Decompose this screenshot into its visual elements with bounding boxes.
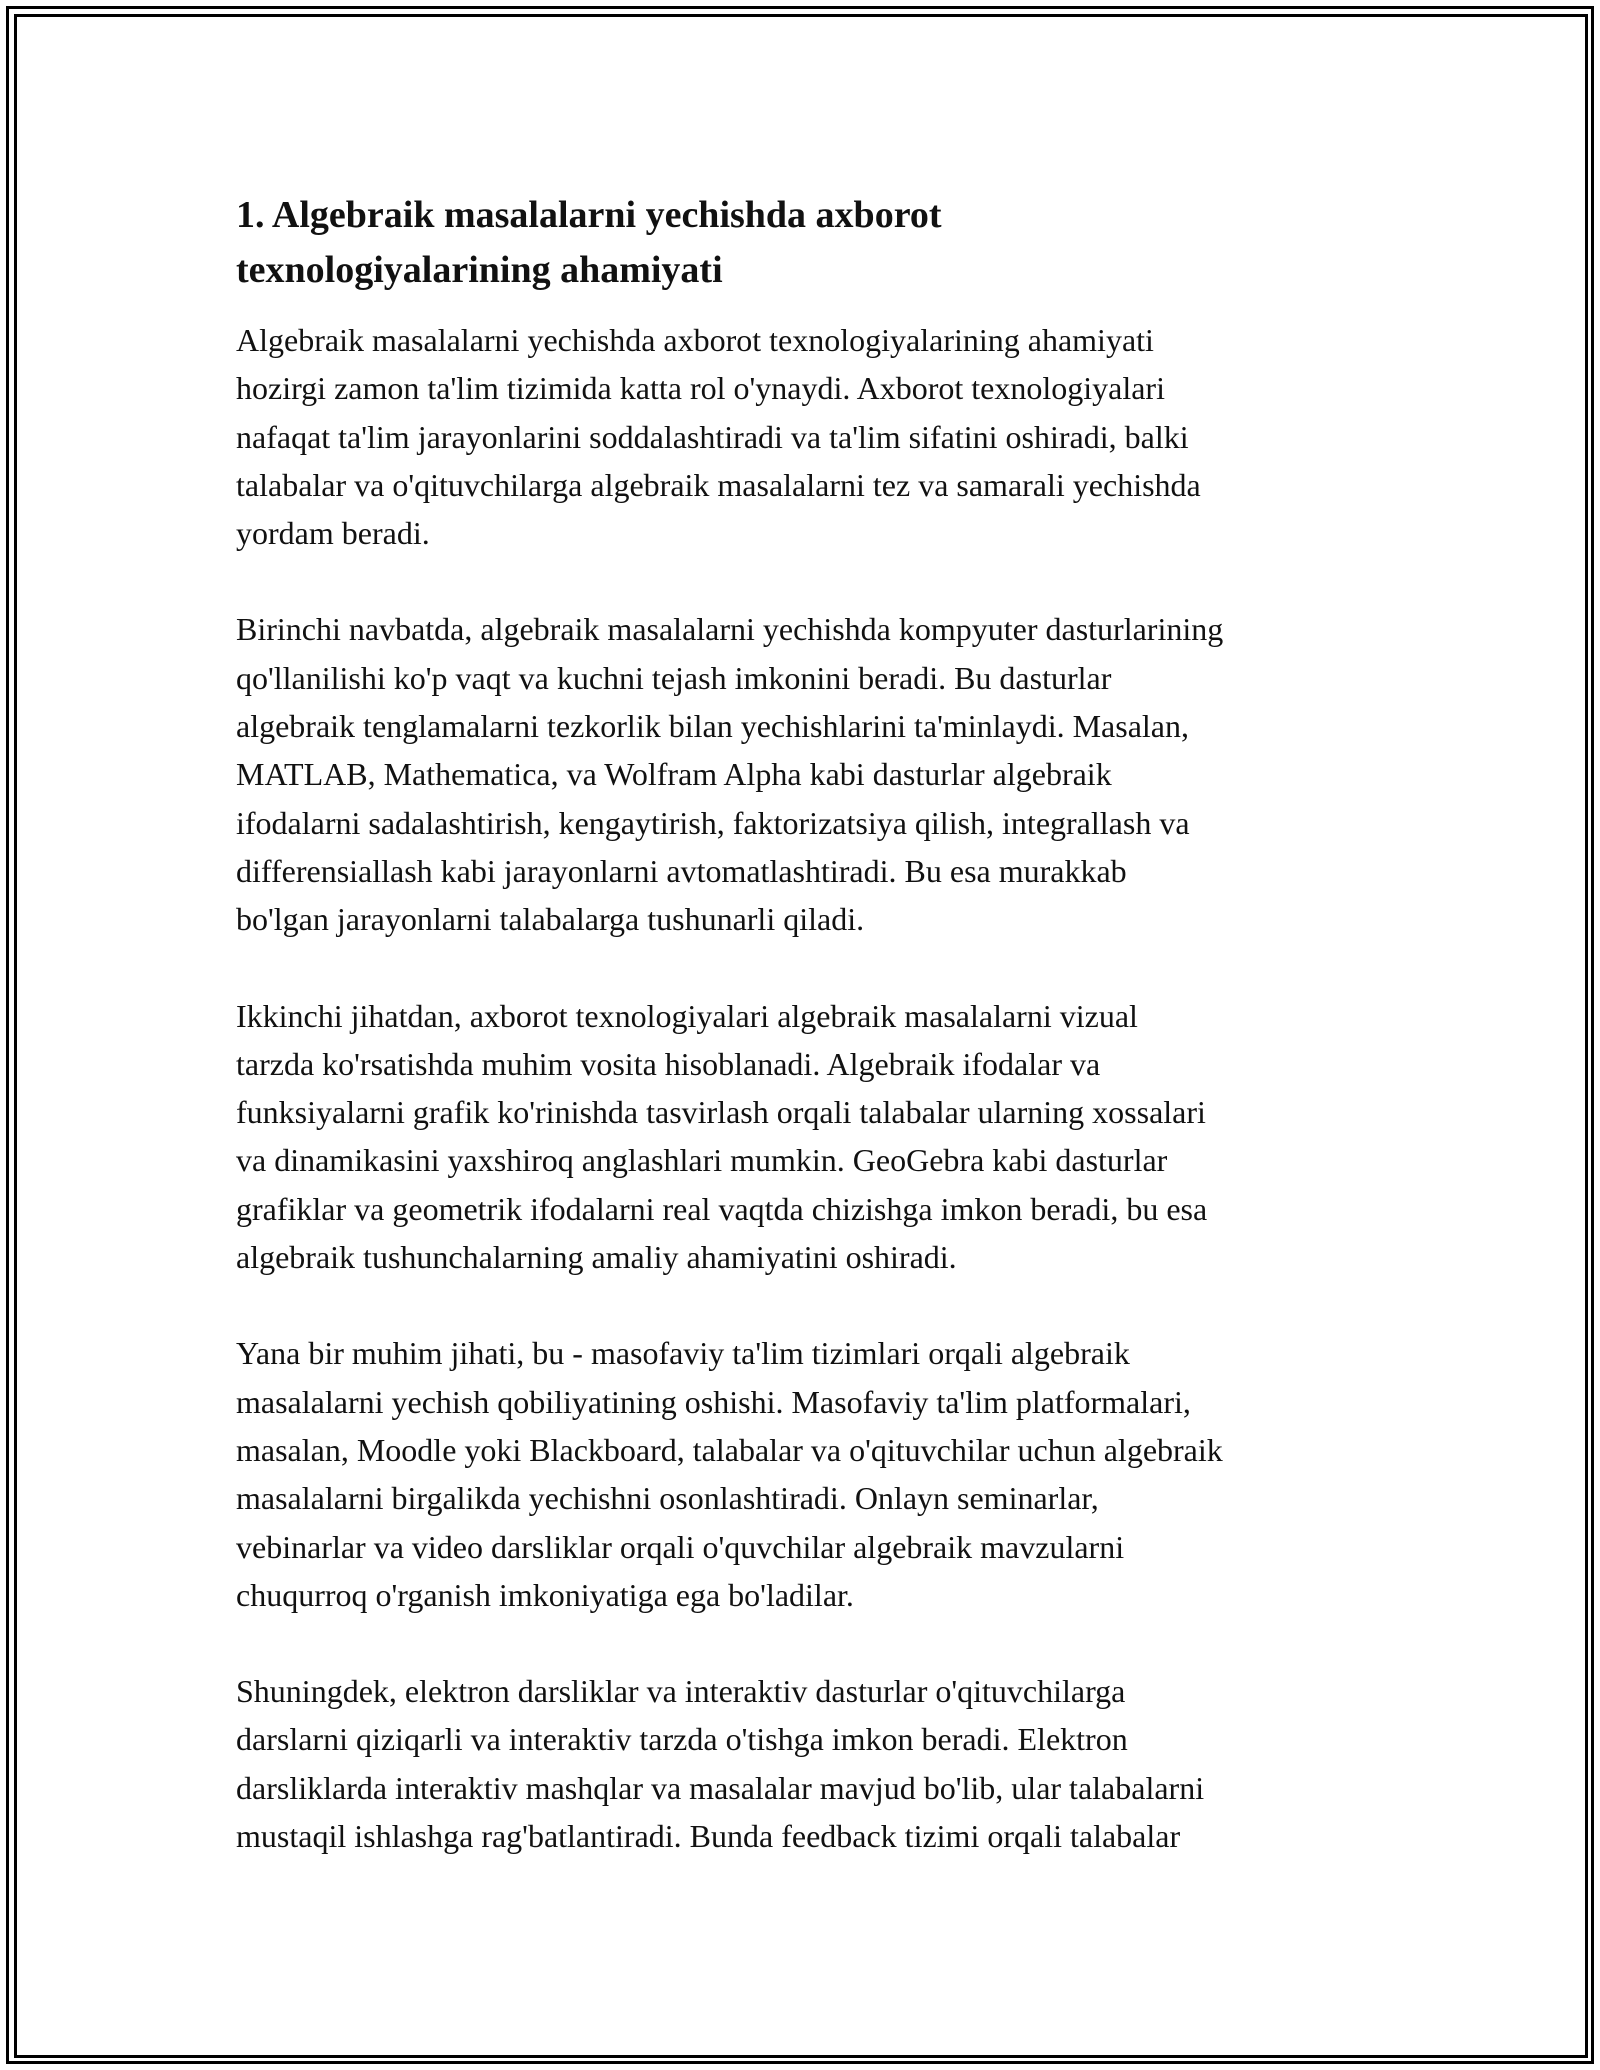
paragraph-2: [236, 605, 1376, 943]
text-line: masalalarni birgalikda yechishni osonlashtiradi. Onlayn seminarlar,: [236, 1480, 1099, 1517]
text-line: nafaqat ta'lim jarayonlarini soddalashtiradi va ta'lim sifatini oshiradi, balki: [236, 418, 1189, 455]
text-line: MATLAB, Mathematica, va Wolfram Alpha kabi dasturlar algebraik: [236, 756, 1112, 793]
text-line: mustaqil ishlashga rag'batlantiradi. Bunda feedback tizimi orqali talabalar: [236, 1818, 1181, 1855]
text-line: bo'lgan jarayonlarni talabalarga tushunarli qiladi.: [236, 901, 865, 938]
text-line: grafiklar va geometrik ifodalarni real vaqtda chizishga imkon beradi, bu esa: [236, 1190, 1208, 1227]
text-line: ifodalarni sadalashtirish, kengaytirish, faktorizatsiya qilish, integrallash va: [236, 804, 1190, 841]
paragraph-3: [236, 992, 1376, 1282]
text-line: algebraik tenglamalarni tezkorlik bilan yechishlarini ta'minlaydi. Masalan,: [236, 708, 1189, 745]
text-line: darsliklarda interaktiv mashqlar va masalalar mavjud bo'lib, ular talabalarni: [236, 1769, 1205, 1806]
text-line: qo'llanilishi ko'p vaqt va kuchni tejash imkonini beradi. Bu dasturlar: [236, 659, 1112, 696]
text-line: funksiyalarni grafik ko'rinishda tasvirlash orqali talabalar ularning xossalari: [236, 1094, 1206, 1131]
text-line: Shuningdek, elektron darsliklar va interaktiv dasturlar o'qituvchilarga: [236, 1673, 1126, 1710]
text-line: Birinchi navbatda, algebraik masalalarni yechishda kompyuter dasturlarining: [236, 611, 1224, 648]
text-line: Algebraik masalalarni yechishda axborot texnologiyalarining ahamiyati: [236, 322, 1154, 358]
paragraph-5: [236, 1667, 1376, 1860]
heading-line: 1. Algebraik masalalarni yechishda axborot: [236, 194, 942, 236]
section-heading: [236, 188, 1376, 298]
text-line: talabalar va o'qituvchilarga algebraik masalalarni tez va samarali yechishda: [236, 466, 1201, 503]
text-line: Ikkinchi jihatdan, axborot texnologiyalari algebraik masalalarni vizual: [236, 997, 1138, 1034]
text-line: Yana bir muhim jihati, bu - masofaviy ta'lim tizimlari orqali algebraik: [236, 1335, 1130, 1372]
text-line: va dinamikasini yaxshiroq anglashlari mumkin. GeoGebra kabi dasturlar: [236, 1142, 1168, 1179]
text-line: hozirgi zamon ta'lim tizimida katta rol o'ynaydi. Axborot texnologiyalari: [236, 370, 1165, 407]
paragraph-1: [236, 316, 1376, 557]
text-line: masalan, Moodle yoki Blackboard, talabalar va o'qituvchilar uchun algebraik: [236, 1431, 1223, 1468]
text-line: masalalarni yechish qobiliyatining oshishi. Masofaviy ta'lim platformalari,: [236, 1383, 1191, 1420]
text-line: yordam beradi.: [236, 515, 430, 552]
text-line: chuqurroq o'rganish imkoniyatiga ega bo'ladilar.: [236, 1576, 854, 1613]
text-line: differensiallash kabi jarayonlarni avtomatlashtiradi. Bu esa murakkab: [236, 852, 1127, 889]
heading-line: texnologiyalarining ahamiyati: [236, 249, 723, 291]
text-line: darslarni qiziqarli va interaktiv tarzda o'tishga imkon beradi. Elektron: [236, 1721, 1128, 1758]
text-line: vebinarlar va video darsliklar orqali o'quvchilar algebraik mavzularni: [236, 1528, 1125, 1565]
text-line: algebraik tushunchalarning amaliy ahamiyatini oshiradi.: [236, 1239, 957, 1276]
paragraph-4: [236, 1329, 1376, 1619]
text-line: tarzda ko'rsatishda muhim vosita hisoblanadi. Algebraik ifodalar va: [236, 1045, 1101, 1082]
document-body: [236, 188, 1376, 1908]
